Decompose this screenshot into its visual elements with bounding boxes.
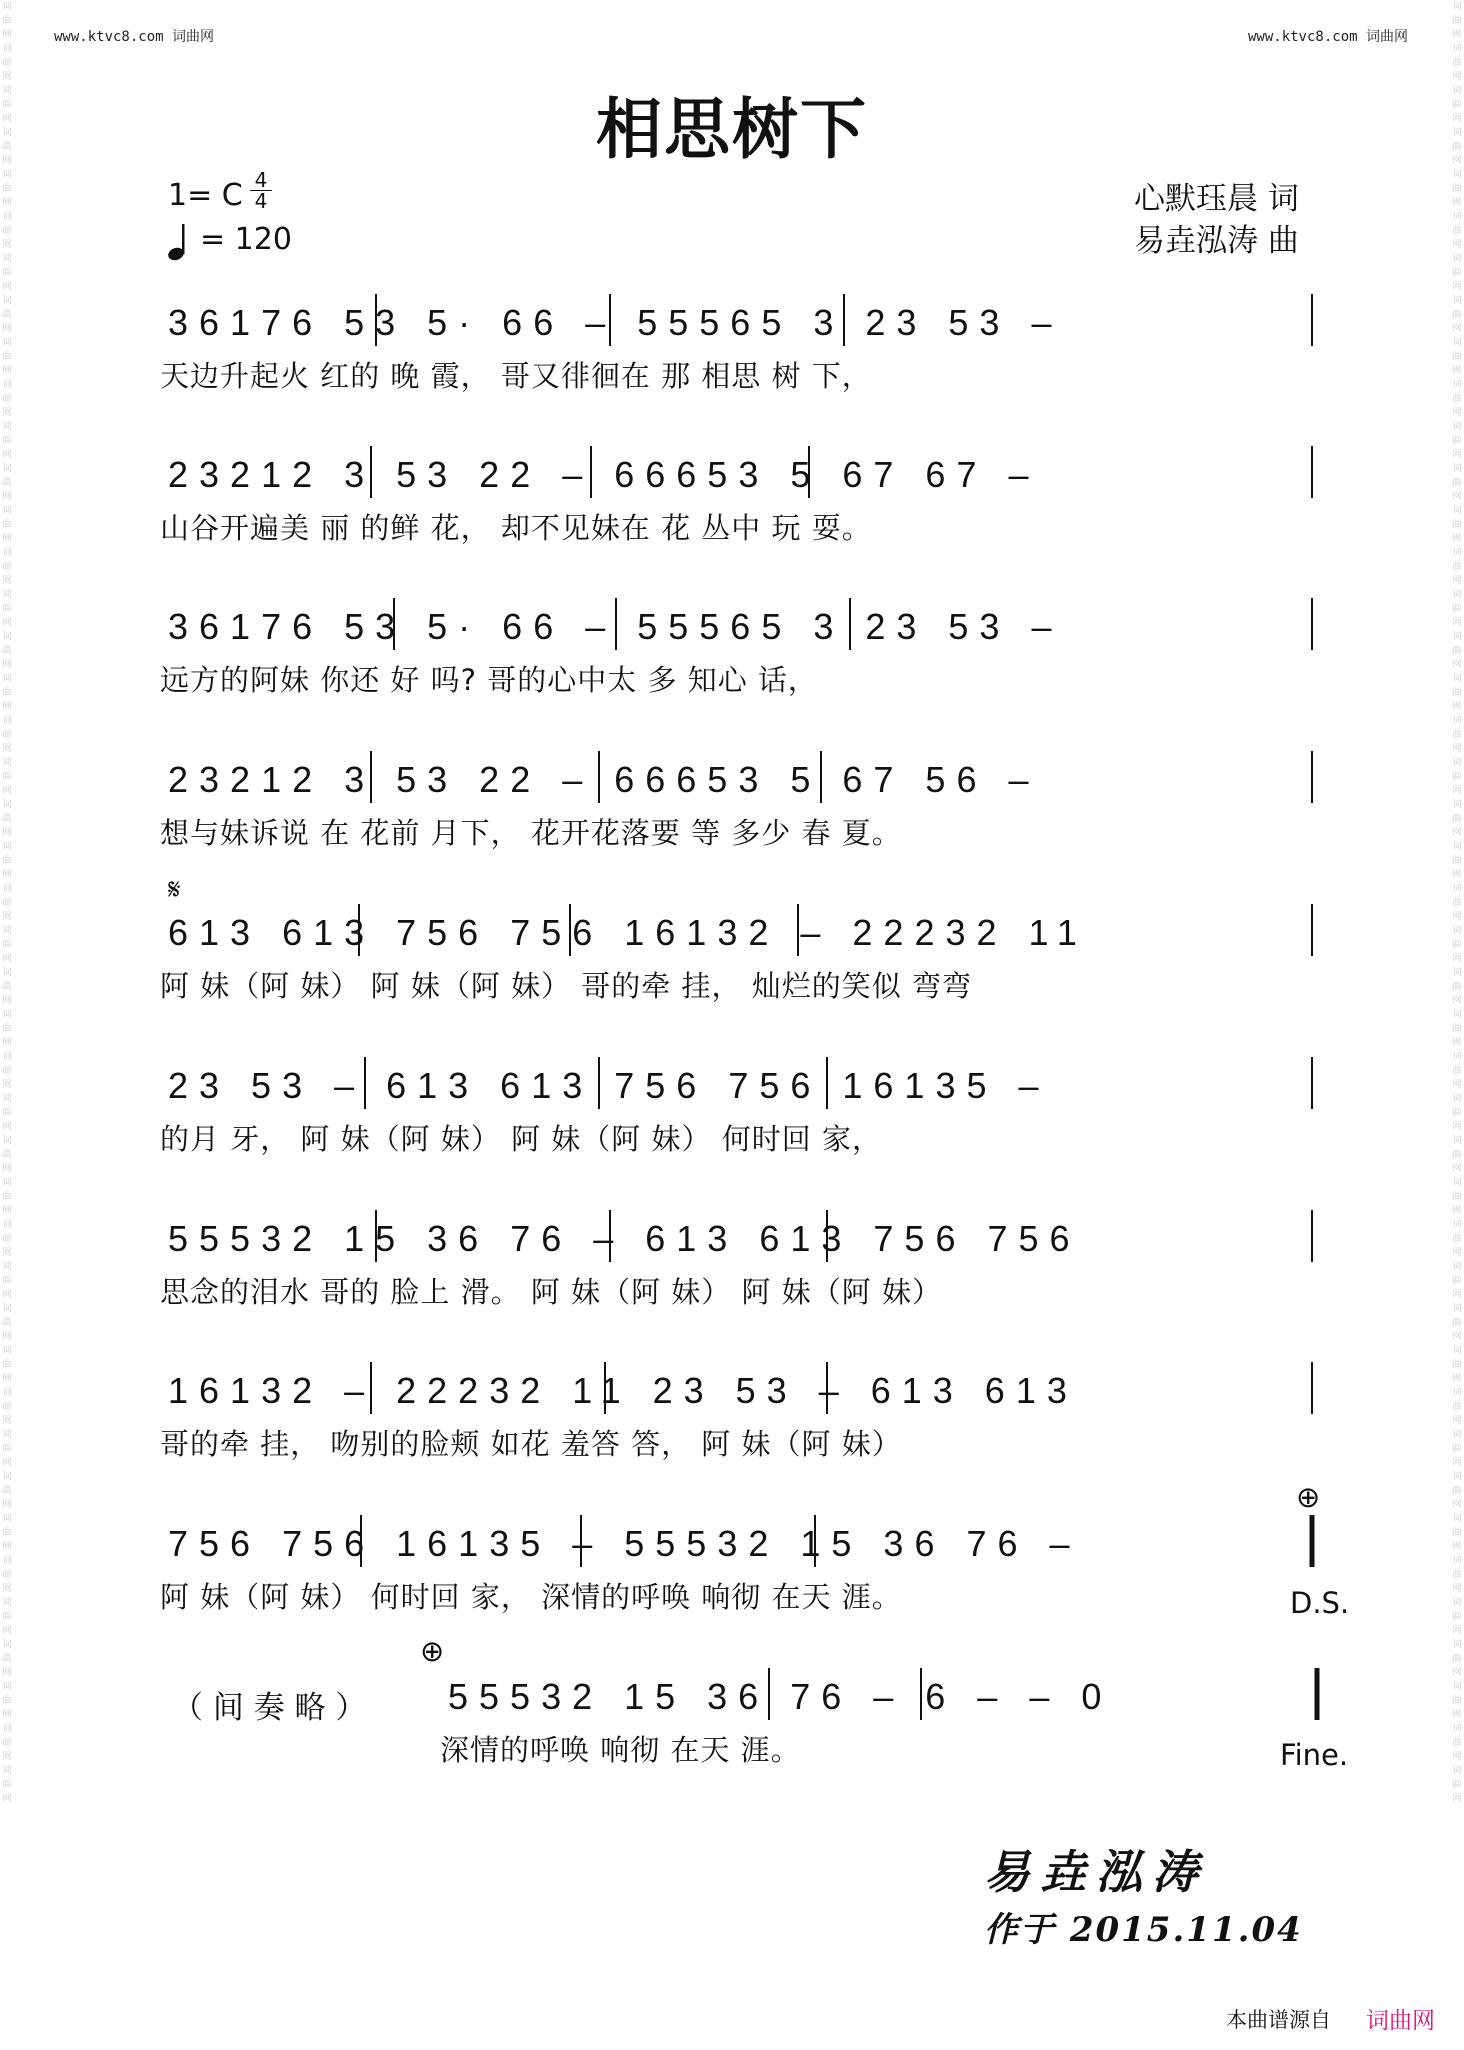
source-label: 本曲谱源自 [1226,2008,1331,2032]
quarter-note-icon [166,222,196,262]
score-system [160,900,1330,1030]
lyrics-line: 哥的牵 挂， 吻别的脸颊 如花 羞答 答， 阿 妹（阿 妹） [160,1427,902,1461]
segno-sign: 𝄋 [168,872,181,906]
notation-line: 23212 3 53 22 – 66653 5 67 67 – [168,454,1040,495]
fine-marking: Fine. [1280,1738,1349,1772]
lyrics-line: 深情的呼唤 响彻 在天 涯。 [440,1733,801,1767]
lyricist-credit: 心默珏晨 词 [1134,181,1299,217]
source-brand-link[interactable]: 词曲网 [1366,2008,1435,2034]
score-system [160,1206,1330,1336]
notation-line: 36176 53 5· 66 – 55565 3 23 53 – [168,606,1063,647]
time-signature [250,170,272,211]
lyrics-line: 天边升起火 红的 晚 霞， 哥又徘徊在 那 相思 树 下， [160,359,872,393]
composer-credit: 易垚泓涛 曲 [1134,223,1299,259]
site-url-right[interactable]: www.ktvc8.com 词曲网 [1247,29,1408,45]
credits [1134,178,1299,262]
lyrics-line: 阿 妹（阿 妹） 阿 妹（阿 妹） 哥的牵 挂， 灿烂的笑似 弯弯 [160,969,972,1003]
score-system [160,747,1330,877]
score-system [160,290,1330,420]
lyrics-line: 想与妹诉说 在 花前 月下， 花开花落要 等 多少 春 夏。 [160,816,902,850]
coda-sign-top: ⊕ [1296,1480,1321,1514]
notation-line: 23212 3 53 22 – 66653 5 67 56 – [168,759,1040,800]
interlude-note: （ 间 奏 略 ） [172,1690,367,1726]
notation-line: 16132 – 22232 11 23 53 – 613 613 [168,1370,1078,1411]
notation-line: 23 53 – 613 613 756 756 16135 – [168,1065,1050,1106]
edge-watermark-right: 词曲网词曲网词曲网词曲网词曲网词曲网词曲网词曲网词曲网词曲网词曲网词曲网词曲网词曲网词曲网词曲网词曲网词曲网词曲网词曲网词曲网词曲网词曲网词曲网词曲网词曲网词曲网词曲网词曲网词曲网词曲网词曲网词曲网词曲网词曲网词曲网词曲网词曲网词曲网词曲网词曲网词曲网词曲网 [1452,2,1462,1804]
lyrics-line: 阿 妹（阿 妹） 何时回 家， 深情的呼唤 响彻 在天 涯。 [160,1580,902,1614]
song-title: 相思树下 [596,90,868,168]
signature-date: 作于 2015.11.04 [984,1910,1303,1950]
notation-line: 756 756 16135 – 55532 15 36 76 – [168,1523,1081,1564]
ds-marking: D.S. [1290,1586,1350,1620]
site-url-left[interactable]: www.ktvc8.com 词曲网 [54,29,215,45]
score-system [160,442,1330,572]
notation-line: 613 613 756 756 16132 – 22232 11 [168,912,1088,953]
edge-watermark-left: 词曲网词曲网词曲网词曲网词曲网词曲网词曲网词曲网词曲网词曲网词曲网词曲网词曲网词曲网词曲网词曲网词曲网词曲网词曲网词曲网词曲网词曲网词曲网词曲网词曲网词曲网词曲网词曲网词曲网词曲网词曲网词曲网词曲网词曲网词曲网词曲网词曲网词曲网词曲网词曲网词曲网词曲网词曲网 [2,2,12,1804]
score-system [160,594,1330,724]
time-signature-top: 4 [250,170,272,191]
notation-line: 55532 15 36 76 – 6 – – 0 [448,1676,1113,1717]
lyrics-line: 思念的泪水 哥的 脸上 滑。 阿 妹（阿 妹） 阿 妹（阿 妹） [160,1275,942,1309]
tempo-marking: = 120 [200,222,292,257]
coda-sign-bottom: ⊕ [420,1634,445,1668]
lyrics-line: 山谷开遍美 丽 的鲜 花， 却不见妹在 花 丛中 玩 耍。 [160,511,872,545]
score-system [440,1664,1330,1794]
score-system [160,1053,1330,1183]
score-system [160,1358,1330,1488]
notation-line: 55532 15 36 76 – 613 613 756 756 [168,1218,1081,1259]
key-signature: 1= C [168,178,243,213]
notation-line: 36176 53 5· 66 – 55565 3 23 53 – [168,302,1063,343]
score-system [160,1511,1330,1641]
signature-name: 易垚泓涛 [984,1845,1208,1899]
time-signature-bottom: 4 [254,189,268,213]
lyrics-line: 的月 牙， 阿 妹（阿 妹） 阿 妹（阿 妹） 何时回 家， [160,1122,882,1156]
lyrics-line: 远方的阿妹 你还 好 吗? 哥的心中太 多 知心 话， [160,663,818,697]
